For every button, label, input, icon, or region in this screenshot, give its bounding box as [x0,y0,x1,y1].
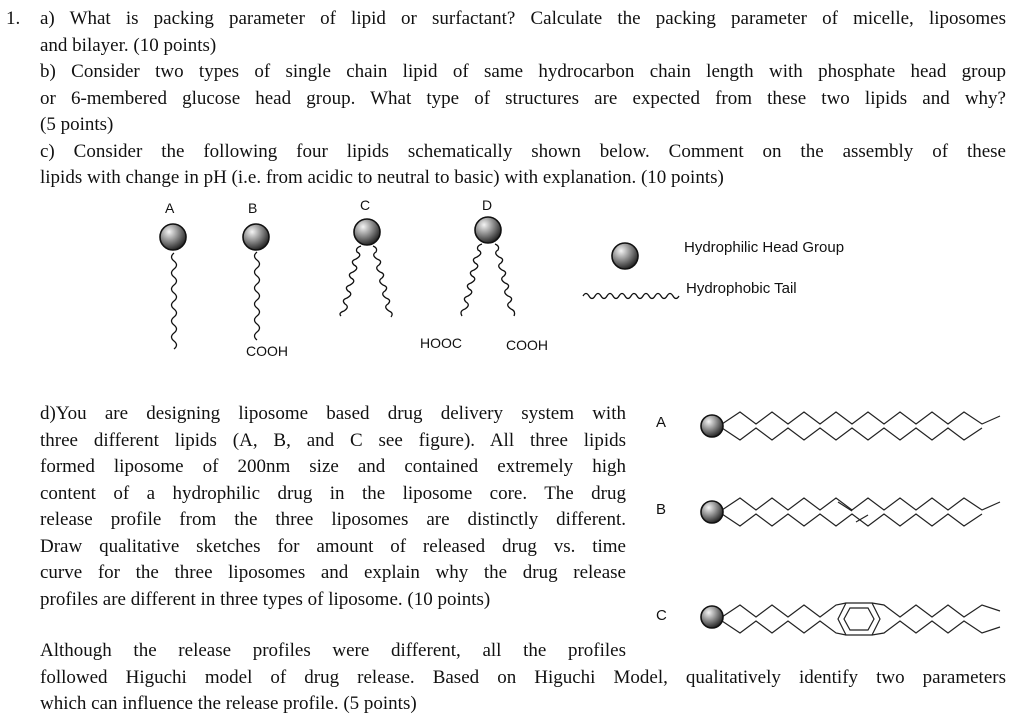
lipid2-a-chain-upper [722,412,1000,424]
lipid-d-hooc-label: HOOC [420,335,462,351]
lipid2-b-chain-upper [722,498,1000,510]
part-b-line-3: (5 points) [40,114,114,135]
part-c-line-2: lipids with change in pH (i.e. from acidic to neutral to basic) with explanation. (10 points) [40,167,724,188]
part-a-line-2: and bilayer. (10 points) [40,34,217,56]
lipid2-b-chain-lower [722,514,982,526]
part-d-line: Draw qualitative sketches for amount of released drug vs. time [40,535,626,557]
lipid2-c-chain-upper-right [872,603,1000,617]
lipid2-c-chain-upper [722,603,846,617]
lipid-b-label: B [248,200,258,216]
lipid2-a-label: A [656,414,667,431]
lipid-a-label: A [165,200,175,216]
lipid2-b-double-bond [838,502,852,511]
lipid-d-label: D [482,197,493,213]
final-line-2: followed Higuchi model of drug release. Based on Higuchi Model, qualitatively identify two parameters [40,666,1006,688]
lipid2-b-label: B [656,501,667,518]
lipid2-c-chain-lower-right [872,621,1000,635]
lipid2-b-head [701,501,723,523]
final-line-3: which can influence the release profile. (5 points) [40,693,417,714]
question-number: 1. [6,8,21,29]
final-line-1: Although the release profiles were different, all the profiles [40,640,626,661]
part-d-line: curve for the three liposomes and explain why the drug release [40,562,626,583]
part-d-line: formed liposome of 200nm size and contained extremely high [40,456,626,477]
part-b-line-2: or 6-membered glucose head group. What type of structures are expected from these two lipids and why? [40,87,1006,109]
part-b-line-1: b) Consider two types of single chain lipid of same hydrocarbon chain length with phosphate head group [40,61,1006,82]
part-d-line: d)You are designing liposome based drug delivery system with [40,403,626,424]
lipid2-a-chain-lower [722,428,982,440]
final-question [40,638,1006,718]
legend-head-text: Hydrophilic Head Group [684,239,845,256]
part-d-line: content of a hydrophilic drug in the liposome core. The drug [40,482,626,504]
part-d-line: release profile from the three liposomes are distinctly different. [40,509,626,530]
part-d-line: profiles are different in three types of liposome. (10 points) [40,588,491,610]
part-c-line-1: c) Consider the following four lipids schematically shown below. Comment on the assembly of these [40,140,1006,162]
lipid-d-cooh-label: COOH [506,337,548,353]
lipid2-c-label: C [656,607,667,624]
lipid-b-cooh-label: COOH [246,343,288,359]
lipid-c-label: C [360,197,371,213]
part-a-line-1: a) What is packing parameter of lipid or surfactant? Calculate the packing parameter of micelle, liposomes [40,8,1006,29]
part-d-line: three different lipids (A, B, and C see figure). All three lipids [40,429,626,451]
lipid2-a-head [701,415,723,437]
legend-tail-text: Hydrophobic Tail [686,280,797,297]
benzene-ring-inner [844,608,874,630]
lipid2-c-chain-lower [722,621,846,635]
lipid2-c-head [701,606,723,628]
